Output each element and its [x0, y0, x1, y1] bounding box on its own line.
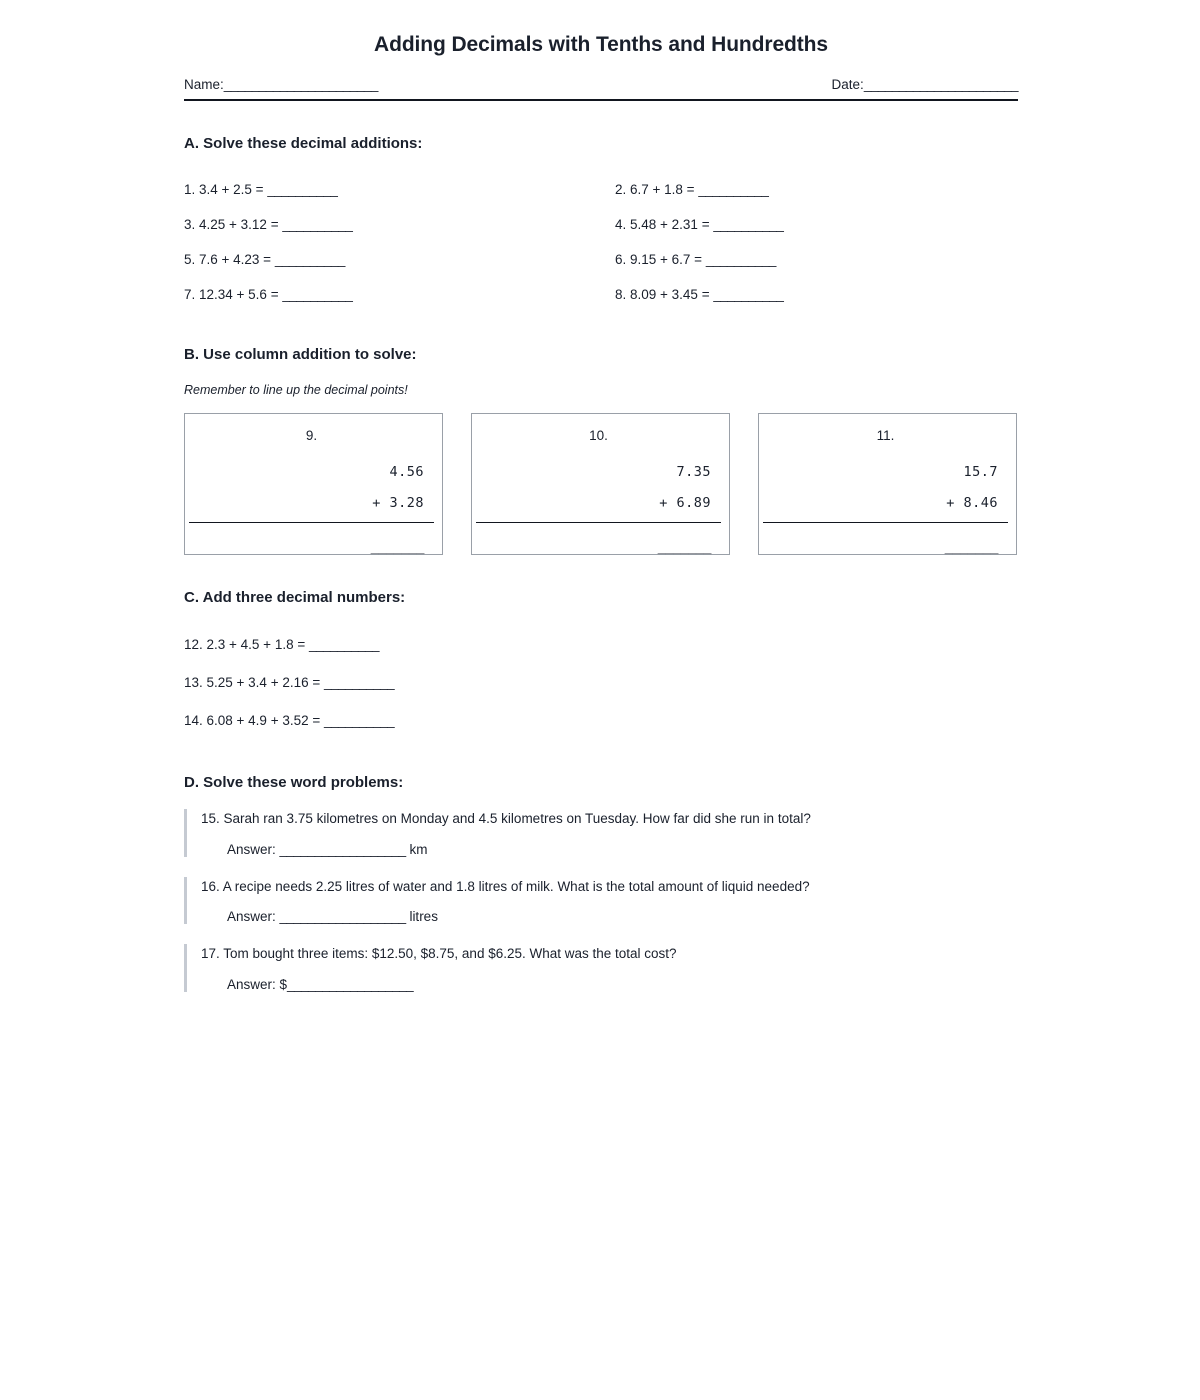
word-problem-answer-row: [227, 909, 1018, 924]
box-number-label: 11.: [876, 428, 895, 444]
problem-item: [615, 207, 1018, 242]
word-problem-question: 16. A recipe needs 2.25 litres of water and 1.8 litres of milk. What is the total amount of liquid needed?: [201, 878, 810, 894]
answer-unit: km: [405, 841, 428, 857]
problem-item: [184, 702, 1018, 740]
answer-blank[interactable]: __________: [713, 217, 784, 233]
answer-label: Answer:: [227, 909, 280, 925]
column-addition-box: [471, 413, 730, 555]
problem-item: [615, 242, 1018, 277]
word-problem-answer-row: [227, 977, 1018, 992]
date-field-group: [832, 77, 1018, 92]
section-c-problem-list: [184, 626, 1018, 740]
sum-rule: [763, 522, 1008, 523]
word-problem: [184, 877, 1018, 925]
problem-text: 8. 8.09 + 3.45 =: [615, 287, 714, 303]
answer-blank[interactable]: __________________: [279, 909, 406, 925]
answer-blank[interactable]: __________: [713, 287, 784, 303]
section-b-hint: Remember to line up the decimal points!: [184, 383, 408, 398]
section-d-heading: D. Solve these word problems:: [184, 774, 404, 792]
answer-blank[interactable]: __________________: [279, 841, 406, 857]
worksheet-page: [184, 0, 1018, 1012]
section-d-word-problem-list: [184, 809, 1018, 992]
answer-blank[interactable]: __________: [308, 637, 380, 653]
addend-bottom: + 6.89: [659, 495, 711, 512]
problem-text: 12. 2.3 + 4.5 + 1.8 =: [184, 637, 309, 653]
problem-text: 14. 6.08 + 4.9 + 3.52 =: [184, 713, 324, 729]
addend-bottom: + 3.28: [372, 495, 424, 512]
answer-blank[interactable]: __________: [267, 182, 338, 198]
answer-blank[interactable]: __________________: [287, 976, 414, 992]
problem-item: [184, 172, 615, 207]
addend-top: 4.56: [389, 464, 424, 481]
sum-rule: [476, 522, 721, 523]
name-date-row: [184, 77, 1018, 92]
section-c-heading: C. Add three decimal numbers:: [184, 589, 406, 607]
sum-answer-blank[interactable]: _______: [944, 539, 998, 556]
problem-text: 2. 6.7 + 1.8 =: [615, 182, 699, 198]
word-problem-question: 15. Sarah ran 3.75 kilometres on Monday and 4.5 kilometres on Tuesday. How far did she run in total?: [201, 811, 811, 827]
addend-top: 7.35: [676, 464, 711, 481]
answer-label: Answer:: [227, 841, 280, 857]
addend-bottom: + 8.46: [946, 495, 998, 512]
problem-item: [184, 626, 1018, 664]
header-divider: [184, 99, 1018, 101]
problem-item: [615, 172, 1018, 207]
box-number-label: 9.: [305, 428, 318, 444]
answer-blank[interactable]: __________: [324, 713, 395, 729]
answer-blank[interactable]: __________: [282, 287, 353, 303]
word-problem-answer-row: [227, 842, 1018, 857]
answer-blank[interactable]: __________: [274, 252, 345, 268]
section-a-heading: A. Solve these decimal additions:: [184, 135, 423, 153]
addend-top: 15.7: [963, 464, 998, 481]
word-problem: [184, 809, 1018, 857]
answer-blank[interactable]: __________: [324, 675, 395, 691]
answer-blank[interactable]: __________: [282, 217, 353, 233]
date-label: Date:: [831, 77, 864, 93]
name-label: Name:: [184, 77, 224, 93]
problem-item: [184, 277, 615, 312]
page-title: Adding Decimals with Tenths and Hundredths: [374, 33, 828, 56]
answer-blank[interactable]: __________: [705, 252, 776, 268]
problem-text: 1. 3.4 + 2.5 =: [184, 182, 268, 198]
column-addition-box: [758, 413, 1017, 555]
column-addition-row: [184, 413, 1018, 555]
date-input-line[interactable]: ______________________: [863, 77, 1018, 93]
word-problem: [184, 944, 1018, 992]
answer-label: Answer: $: [227, 976, 288, 992]
problem-text: 3. 4.25 + 3.12 =: [184, 217, 283, 233]
sum-rule: [189, 522, 434, 523]
problem-text: 6. 9.15 + 6.7 =: [615, 252, 706, 268]
problem-text: 4. 5.48 + 2.31 =: [615, 217, 714, 233]
problem-text: 13. 5.25 + 3.4 + 2.16 =: [184, 675, 324, 691]
section-b-heading: B. Use column addition to solve:: [184, 346, 417, 364]
column-addition-box: [184, 413, 443, 555]
sum-answer-blank[interactable]: _______: [370, 539, 424, 556]
problem-item: [184, 664, 1018, 702]
problem-text: 7. 12.34 + 5.6 =: [184, 287, 283, 303]
name-input-line[interactable]: ______________________: [223, 77, 378, 93]
problem-item: [615, 277, 1018, 312]
problem-text: 5. 7.6 + 4.23 =: [184, 252, 275, 268]
box-number-label: 10.: [589, 428, 608, 444]
problem-item: [184, 207, 615, 242]
sum-answer-blank[interactable]: _______: [657, 539, 711, 556]
problem-item: [184, 242, 615, 277]
section-a-problem-grid: [184, 172, 1018, 312]
answer-blank[interactable]: __________: [698, 182, 769, 198]
word-problem-question: 17. Tom bought three items: $12.50, $8.75, and $6.25. What was the total cost?: [201, 946, 677, 962]
name-field-group: [184, 77, 378, 92]
answer-unit: litres: [405, 909, 438, 925]
